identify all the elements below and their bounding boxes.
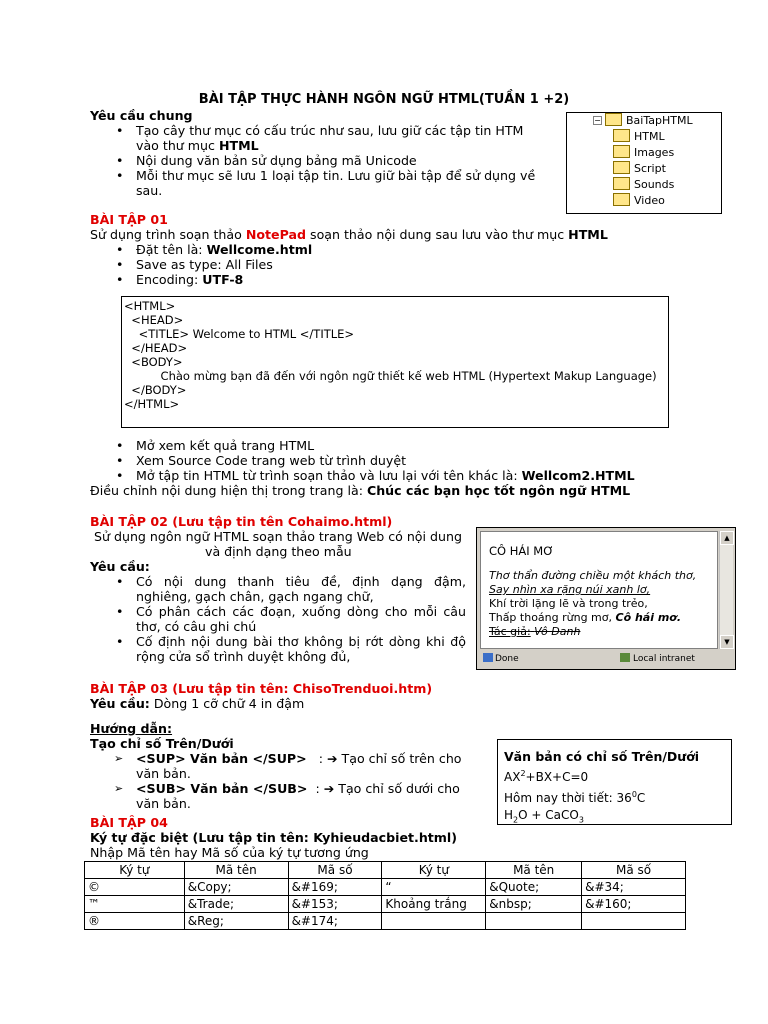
list-item: • Cố định nội dung bài thơ không bị rớt dòng khi độ rộng cửa sổ trình duyệt không đủ, (90, 634, 466, 664)
browser-sample (476, 527, 736, 670)
general-section (90, 108, 550, 198)
folder-icon (613, 145, 630, 158)
sample-title: Văn bản có chỉ số Trên/Dưới (504, 749, 700, 764)
poem-line: Khí trời lặng lẽ và trong trẻo, (489, 597, 648, 610)
special-chars-table (84, 861, 686, 930)
table-cell: &Quote; (486, 879, 582, 896)
status-done: Done (495, 654, 519, 664)
table-header: Mã số (582, 862, 686, 879)
folder-icon (605, 113, 622, 126)
table-cell: &nbsp; (486, 896, 582, 913)
folder-tree (566, 112, 722, 214)
ex4-intro: Nhập Mã tên hay Mã số của ký tự tương ứng (90, 845, 369, 860)
folder-icon (613, 177, 630, 190)
table-cell (486, 913, 582, 930)
list-item: • Encoding: UTF-8 (90, 272, 690, 287)
collapse-icon[interactable]: − (594, 116, 601, 125)
tree-item[interactable]: Images (567, 145, 721, 161)
status-zone: Local intranet (633, 654, 695, 664)
table-header: Mã tên (486, 862, 582, 879)
table-cell: Khoảng trắng (382, 896, 486, 913)
ex3-req: Yêu cầu: Dòng 1 cỡ chữ 4 in đậm (90, 696, 305, 711)
ex2-req-heading: Yêu cầu: (90, 559, 150, 574)
list-item: • Xem Source Code trang web từ trình duyệt (90, 453, 710, 468)
list-item: ➢ <SUB> Văn bản </SUB> : ➔ Tạo chỉ số dưới cho văn bản. (90, 781, 480, 811)
ex2-list (90, 574, 466, 664)
code-line: <HEAD> (124, 313, 184, 327)
table-row (85, 879, 686, 896)
folder-icon (613, 193, 630, 206)
table-header: Mã tên (184, 862, 288, 879)
list-item: • Nội dung văn bản sử dụng bảng mã Unicode (90, 153, 550, 168)
ex1-section (90, 212, 690, 287)
code-line: <BODY> (124, 355, 183, 369)
table-cell: &#34; (582, 879, 686, 896)
ex2-heading: BÀI TẬP 02 (Lưu tập tin tên Cohaimo.html) (90, 514, 393, 529)
code-line: <TITLE> Welcome to HTML </TITLE> (124, 327, 355, 341)
code-line: </HEAD> (124, 341, 188, 355)
ex2-intro-1: Sử dụng ngôn ngữ HTML soạn thảo trang Web có nội dung (94, 529, 462, 544)
code-line: </BODY> (124, 383, 187, 397)
table-cell: &Reg; (184, 913, 288, 930)
list-item: • Có phân cách các đoạn, xuống dòng cho mỗi câu thơ, có câu ghi chú (90, 604, 466, 634)
ex3-sub-heading: Tạo chỉ số Trên/Dưới (90, 736, 234, 751)
status-zone-wrap (620, 652, 695, 666)
scroll-up-icon[interactable]: ▲ (720, 531, 734, 545)
table-cell: &Trade; (184, 896, 288, 913)
list-item: • Đặt tên là: Wellcome.html (90, 242, 690, 257)
table-cell: “ (382, 879, 486, 896)
page-icon (483, 653, 493, 662)
ex3-guide: Hướng dẫn: (90, 721, 173, 736)
browser-content (480, 531, 718, 649)
poem-line: Say nhìn xa rặng núi xanh lơ, (489, 583, 651, 596)
sample-line: $AX^2+BX+C=0$ (504, 769, 589, 784)
table-header: Ký tự (382, 862, 486, 879)
table-cell: ® (85, 913, 185, 930)
ex3-section (90, 681, 480, 811)
ex3-list (90, 751, 480, 811)
table-cell (582, 913, 686, 930)
list-item: • Có nội dung thanh tiêu đề, định dạng đậm, nghiêng, gạch chân, gạch ngang chữ, (90, 574, 466, 604)
ex3-heading: BÀI TẬP 03 (Lưu tập tin tên: ChisoTrenduoi.htm) (90, 681, 433, 696)
poem-line: Thơ thẩn đường chiều một khách thơ, (489, 569, 697, 582)
tree-root[interactable]: − BaiTapHTML (594, 114, 693, 127)
table-cell: &Copy; (184, 879, 288, 896)
ex1-list (90, 242, 690, 287)
folder-icon (613, 161, 630, 174)
table-row (85, 913, 686, 930)
folder-icon (613, 129, 630, 142)
table-header-row (85, 862, 686, 879)
tree-item[interactable]: HTML (567, 129, 721, 145)
ex4-section (90, 815, 710, 860)
list-item: ➢ <SUP> Văn bản </SUP> : ➔ Tạo chỉ số trên cho văn bản. (90, 751, 480, 781)
poem-line: Thấp thoáng rừng mơ, Cô hái mơ. (489, 611, 682, 624)
list-item: • Tạo cây thư mục có cấu trúc như sau, lưu giữ các tập tin HTM vào thư mục HTML (90, 123, 550, 153)
sample-line: Hôm nay thời tiết: $36^0C$ (504, 790, 646, 805)
page-title: BÀI TẬP THỰC HÀNH NGÔN NGỮ HTML(TUẦN 1 +2) (198, 92, 570, 107)
table-cell: &#169; (288, 879, 382, 896)
general-list (90, 123, 550, 198)
ex2-section (90, 514, 466, 664)
ex1-after (90, 438, 710, 498)
ex1-intro: Sử dụng trình soạn thảo NotePad soạn thảo nội dung sau lưu vào thư mục HTML (90, 227, 608, 242)
ex1-after-list (90, 438, 710, 483)
ex1-adjust: Điều chỉnh nội dung hiện thị trong trang là: Chúc các bạn học tốt ngôn ngữ HTML (90, 483, 631, 498)
table-cell: ™ (85, 896, 185, 913)
status-bar (480, 652, 732, 666)
scrollbar[interactable] (719, 531, 733, 649)
table-header: Ký tự (85, 862, 185, 879)
list-item: • Mỗi thư mục sẽ lưu 1 loại tập tin. Lưu giữ bài tập để sử dụng về sau. (90, 168, 550, 198)
tree-item[interactable]: Sounds (567, 177, 721, 193)
table-cell: &#153; (288, 896, 382, 913)
poem-title: CÔ HÁI MƠ (489, 544, 554, 558)
table-row (85, 896, 686, 913)
ex1-heading: BÀI TẬP 01 (90, 212, 168, 227)
intranet-icon (620, 653, 630, 662)
table-cell: © (85, 879, 185, 896)
tree-item[interactable]: Script (567, 161, 721, 177)
list-item: • Mở tập tin HTML từ trình soạn thảo và lưu lại với tên khác là: Wellcom2.HTML (90, 468, 710, 483)
table-cell (382, 913, 486, 930)
general-heading: Yêu cầu chung (90, 108, 193, 123)
list-item: • Mở xem kết quả trang HTML (90, 438, 710, 453)
scroll-down-icon[interactable]: ▼ (720, 635, 734, 649)
code-box (121, 296, 669, 428)
code-line: </HTML> (124, 397, 180, 411)
code-line: <HTML> (124, 299, 176, 313)
tree-item[interactable]: Video (567, 193, 721, 209)
code-line: Chào mừng bạn đã đến với ngôn ngữ thiết kế web HTML (Hypertext Makup Language) (124, 369, 657, 383)
ex2-intro-2: và định dạng theo mẫu (205, 544, 352, 559)
ex4-heading: BÀI TẬP 04 (90, 815, 168, 830)
table-cell: &#160; (582, 896, 686, 913)
list-item: • Save as type: All Files (90, 257, 690, 272)
poem-author: Tác giả: Vô Danh (489, 625, 581, 638)
sample-line: $H_2O$ + CaCO$_3$ (504, 808, 584, 825)
sup-sub-sample (497, 739, 732, 825)
table-header: Mã số (288, 862, 382, 879)
ex4-sub: Ký tự đặc biệt (Lưu tập tin tên: Kyhieudacbiet.html) (90, 830, 457, 845)
table-cell: &#174; (288, 913, 382, 930)
